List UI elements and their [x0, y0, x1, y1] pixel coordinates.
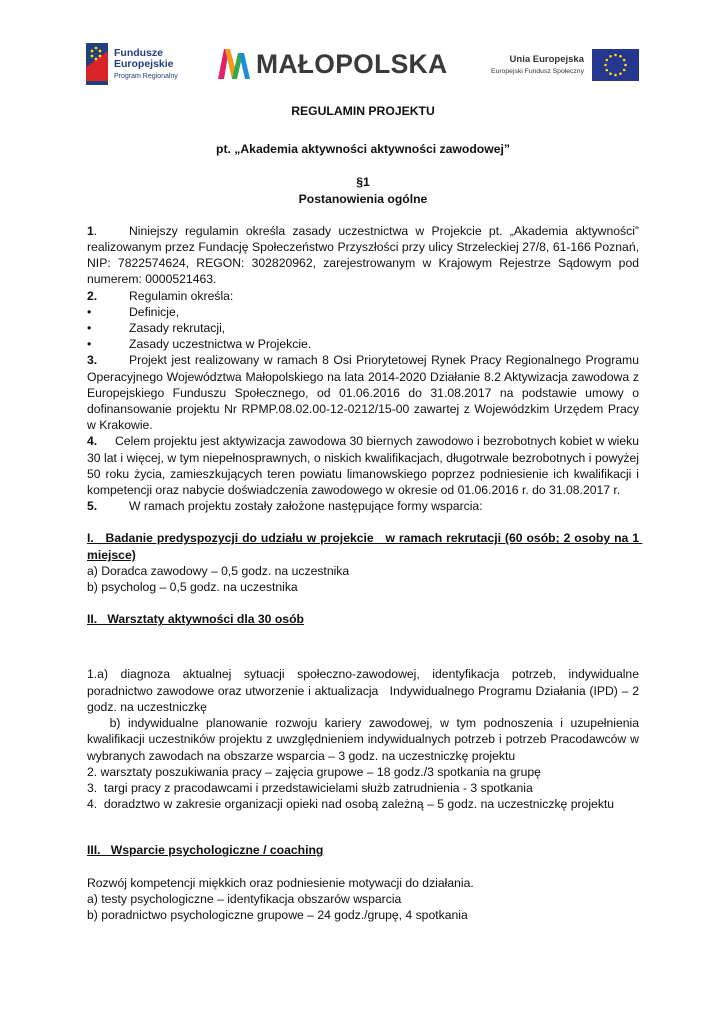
paragraph-1	[87, 223, 639, 288]
section-i-item: b) psycholog – 0,5 godz. na uczestnika	[87, 580, 298, 595]
bullet-icon: •	[87, 304, 92, 319]
paragraph-3	[87, 352, 639, 433]
section-ii-item-1b: b) indywidualne planowanie rozwoju kariery zawodowej, w tym podnoszenia i uzupełnienia kwalifikacji uczestników projektu z uwzględnieniem indywidualnych potrzeb i potrzeb Pracodawców w wybranych zawodach na obszarze wsparcia – 3 godz. na uczestniczkę projektu	[87, 716, 643, 763]
section-iii-intro: Rozwój kompetencji miękkich oraz podniesienie motywacji do działania.	[87, 875, 474, 890]
ue-logo-line1: Unia Europejska	[509, 54, 584, 65]
section-title: Postanowienia ogólne	[298, 191, 428, 206]
header-logos	[86, 40, 639, 88]
paragraph-4-number: 4.	[87, 434, 98, 449]
bullet-text: Definicje,	[129, 304, 180, 319]
paragraph-5	[87, 498, 639, 514]
regulamin-document	[87, 103, 643, 923]
paragraph-3-text: Projekt jest realizowany w ramach 8 Osi Priorytetowej Rynek Pracy Regionalnego Programu Operacyjnego Województwa Małopolskiego na lata 2014-2020 Działanie 8.2 Aktywizacja zawodowa z Europejskiego Funduszu Społecznego, od 01.06.2016 do 31.08.2017 na podstawie umowy o dofinansowanie projektu Nr RPMP.08.02.00-12-0212/15-00 zawartej z Wojewódzkim Urzędem Pracy w Krakowie.	[87, 353, 639, 433]
malopolska-m-icon	[218, 49, 250, 79]
section-iii-heading: III. Wsparcie psychologiczne / coaching	[87, 843, 324, 858]
bullet-item	[87, 320, 639, 336]
section-ii-item: 2. warsztaty poszukiwania pracy – zajęcia grupowe – 18 godz./3 spotkania na grupę	[87, 764, 541, 779]
fe-logo-line1: Fundusze	[114, 47, 163, 59]
bullet-icon: •	[87, 321, 92, 336]
bullet-icon: •	[87, 337, 92, 352]
paragraph-3-number: 3.	[87, 353, 98, 368]
section-ii-heading: II. Warsztaty aktywności dla 30 osób	[87, 612, 304, 627]
paragraph-4-text: Celem projektu jest aktywizacja zawodowa 30 biernych zawodowo i bezrobotnych kobiet w wieku 30 lat i więcej, w tym niepełnosprawnych, o niskich kwalifikacjach, długotrwale bezrobotnych i powyżej 50 roku życia, zamieszkujących teren powiatu limanowskiego poprzez podniesienie ich kwalifikacji i kompetencji oraz nabycie doświadczenia zawodowego w okresie od 01.06.2016 r. do 31.08.2017 r.	[87, 434, 639, 498]
eu-flag-icon	[592, 49, 639, 81]
section-iii-item: b) poradnictwo psychologiczne grupowe – 24 godz./grupę, 4 spotkania	[87, 907, 468, 922]
section-iii-item: a) testy psychologiczne – identyfikacja obszarów wsparcia	[87, 891, 402, 906]
bullet-text: Zasady rekrutacji,	[129, 321, 226, 336]
paragraph-1-text: Niniejszy regulamin określa zasady uczestnictwa w Projekcie pt. „Akademia aktywności” realizowanym przez Fundację Społeczeństwo Przyszłości przy ulicy Strzeleckiej 27/8, 61-166 Poznań, NIP: 7822574624, REGON: 302820962, zarejestrowanym w Krajowym Rejestrze Sądowym pod numerem: 0000521463.	[87, 223, 639, 287]
section-number: §1	[356, 175, 370, 190]
unia-europejska-logo	[479, 49, 639, 83]
fe-flag-icon	[86, 43, 108, 85]
section-ii-item: 4. doradztwo w zakresie organizacji opieki nad osobą zależną – 5 godz. na uczestniczkę projektu	[87, 797, 615, 812]
bullet-item	[87, 336, 639, 352]
paragraph-2	[87, 288, 639, 304]
paragraph-1-punct: .	[93, 223, 98, 238]
paragraph-2-text: Regulamin określa:	[129, 288, 234, 303]
section-ii-item-1a: 1.a) diagnoza aktualnej sytuacji społeczno-zawodowej, identyfikacja potrzeb, indywidualne poradnictwo zawodowe oraz utworzenie i aktualizacja Indywidualnego Programu Działania (IPD) – 2 godz. na uczestniczkę	[87, 667, 643, 714]
paragraph-1-number: 1	[87, 223, 94, 238]
section-ii-item: 3. targi pracy z pracodawcami i przedstawicielami służb zatrudnienia - 3 spotkania	[87, 780, 533, 795]
paragraph-2-number: 2.	[87, 288, 98, 303]
bullet-item	[87, 304, 639, 320]
fe-logo-line2: Europejskie	[114, 58, 174, 70]
ue-logo-line2: Europejski Fundusz Społeczny	[491, 68, 584, 75]
paragraph-5-number: 5.	[87, 499, 98, 514]
bullet-text: Zasady uczestnictwa w Projekcie.	[129, 337, 312, 352]
section-i-item: a) Doradca zawodowy – 0,5 godz. na uczestnika	[87, 563, 350, 578]
paragraph-5-text: W ramach projektu zostały założone następujące formy wsparcia:	[129, 499, 483, 514]
fundusze-europejskie-logo	[86, 43, 196, 85]
document-subtitle: pt. „Akademia aktywności aktywności zawodowej”	[216, 142, 510, 157]
malopolska-wordmark: MAŁOPOLSKA	[256, 49, 448, 79]
section-i-heading: I. Badanie predyspozycji do udziału w projekcie w ramach rekrutacji (60 osób; 2 osoby na 1 miejsce)	[87, 531, 643, 562]
document-title: REGULAMIN PROJEKTU	[291, 104, 435, 118]
fe-logo-line3: Program Regionalny	[114, 73, 178, 80]
paragraph-4	[87, 433, 639, 498]
